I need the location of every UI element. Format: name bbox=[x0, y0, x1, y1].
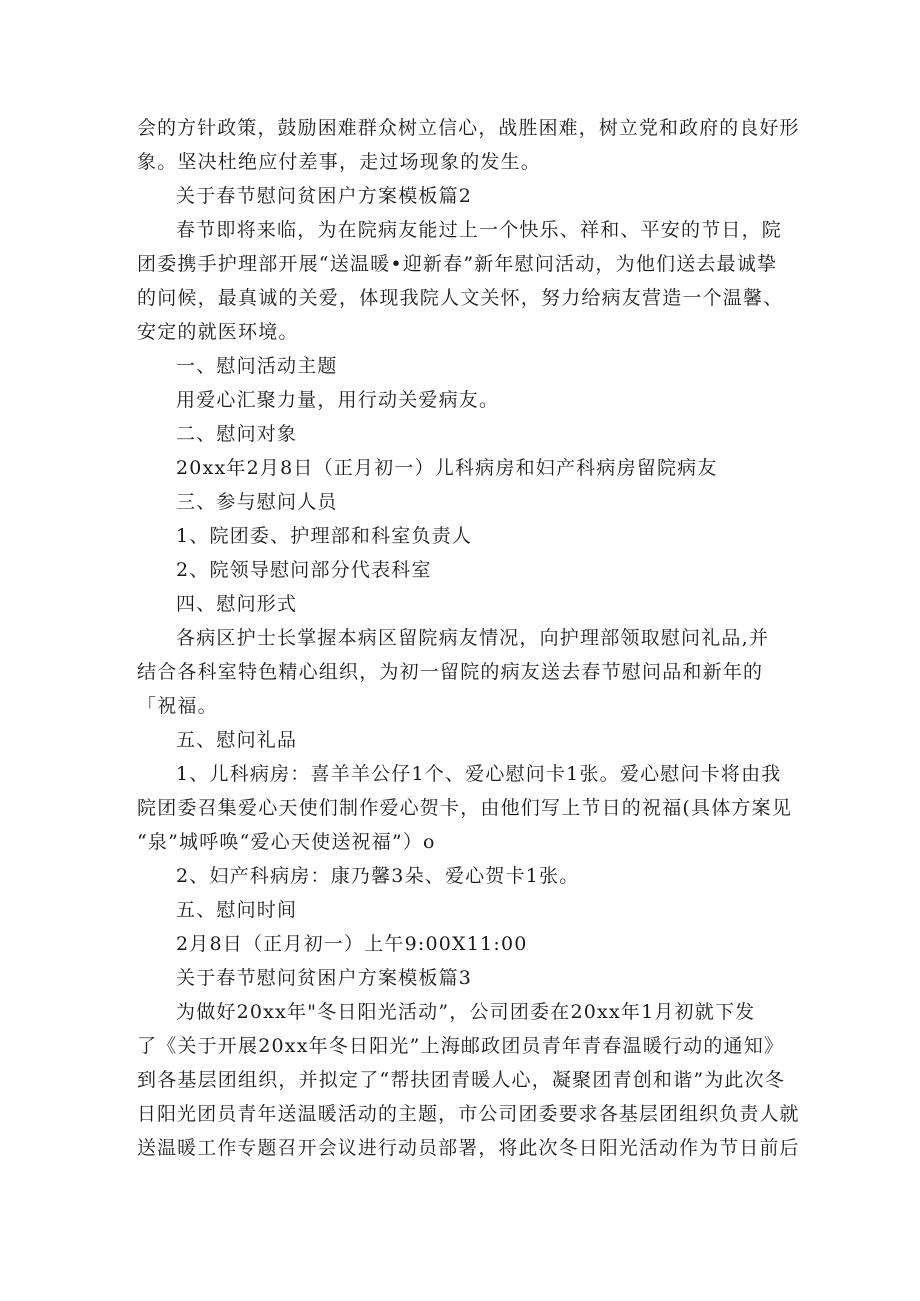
paragraph-line: 院团委召集爱心天使们制作爱心贺卡，由他们写上节日的祝福(具体方案见 bbox=[137, 797, 793, 819]
section-heading: 关于春节慰问贫困户方案模板篇3 bbox=[176, 967, 473, 989]
paragraph-line: 到各基层团组织，并拟定了“帮扶团青暖人心，凝聚团青创和谐”为此次冬 bbox=[137, 1069, 786, 1091]
paragraph-line: 春节即将来临，为在院病友能过上一个快乐、祥和、平安的节日，院 bbox=[176, 219, 783, 241]
paragraph-line: 20xx年2月8日（正月初一）儿科病房和妇产科病房留院病友 bbox=[176, 457, 718, 479]
paragraph-line: 会的方针政策，鼓励困难群众树立信心，战胜困难，树立党和政府的良好形 bbox=[137, 117, 800, 139]
section-heading: 五、慰问时间 bbox=[176, 899, 298, 921]
section-heading: 五、慰问礼品 bbox=[176, 729, 298, 751]
paragraph-line: 各病区护士长掌握本病区留院病友情况，向护理部领取慰问礼品,并 bbox=[176, 627, 770, 649]
paragraph-line: 2月8日（正月初一）上午9:00X11:00 bbox=[176, 933, 528, 955]
section-heading: 一、慰问活动主题 bbox=[176, 355, 338, 377]
paragraph-line: 安定的就医环境。 bbox=[137, 321, 299, 343]
section-heading: 三、参与慰问人员 bbox=[176, 491, 338, 513]
list-item: 2、妇产科病房：康乃馨3朵、爱心贺卡1张。 bbox=[176, 865, 580, 887]
paragraph-line: 团委携手护理部开展“送温暖•迎新春”新年慰问活动，为他们送去最诚挚 bbox=[137, 253, 778, 275]
list-item: 2、院领导慰问部分代表科室 bbox=[176, 559, 432, 581]
list-item: 1、院团委、护理部和科室负责人 bbox=[176, 525, 473, 547]
paragraph-line: 为做好20xx年"冬日阳光活动”，公司团委在20xx年1月初就下发 bbox=[176, 1001, 756, 1023]
section-heading: 关于春节慰问贫困户方案模板篇2 bbox=[176, 185, 473, 207]
paragraph-line: 送温暖工作专题召开会议进行动员部署，将此次冬日阳光活动作为节日前后 bbox=[137, 1137, 800, 1159]
section-heading: 四、慰问形式 bbox=[176, 593, 298, 615]
paragraph-line: 象。坚决杜绝应付差事，走过场现象的发生。 bbox=[137, 151, 542, 173]
paragraph-line: 用爱心汇聚力量，用行动关爱病友。 bbox=[176, 389, 500, 411]
paragraph-line: 结合各科室特色精心组织，为初一留院的病友送去春节慰问品和新年的 bbox=[137, 661, 764, 683]
list-item: 1、儿科病房：喜羊羊公仔1个、爱心慰问卡1张。爱心慰问卡将由我 bbox=[176, 763, 782, 785]
paragraph-line: 了《关于开展20xx年冬日阳光”上海邮政团员青年青春温暖行动的通知》 bbox=[137, 1035, 785, 1057]
paragraph-line: 「祝福。 bbox=[137, 695, 218, 717]
section-heading: 二、慰问对象 bbox=[176, 423, 298, 445]
paragraph-line: 的问候，最真诚的关爱，体现我院人文关怀，努力给病友营造一个温馨、 bbox=[137, 287, 784, 309]
paragraph-line: 日阳光团员青年送温暖活动的主题，市公司团委要求各基层团组织负责人就 bbox=[137, 1103, 800, 1125]
paragraph-line: “泉”城呼唤“爱心天使送祝福”）o bbox=[137, 831, 436, 853]
